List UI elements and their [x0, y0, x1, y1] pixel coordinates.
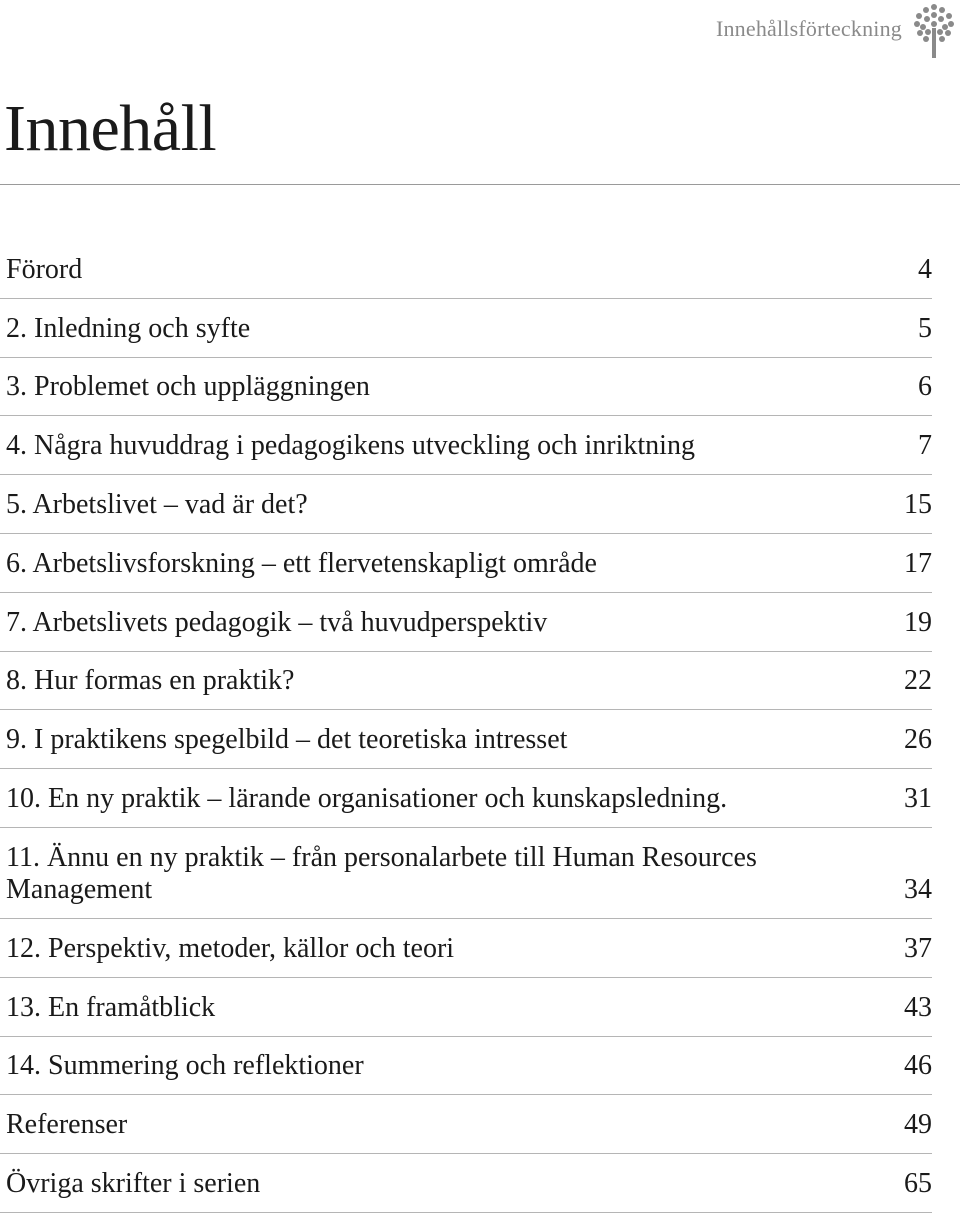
running-header-title: Innehållsförteckning	[715, 16, 902, 41]
toc-entry[interactable]	[0, 475, 960, 534]
toc-entry-label: 9. I praktikens spegelbild – det teoretiska intresset	[6, 724, 568, 756]
toc-entry[interactable]	[0, 593, 960, 652]
toc-entry[interactable]	[0, 828, 960, 919]
title-divider	[0, 184, 960, 185]
toc-entry[interactable]	[0, 416, 960, 475]
toc-entry[interactable]	[0, 1154, 960, 1213]
toc-entry-label: 13. En framåtblick	[6, 991, 216, 1023]
toc-entry-label: 4. Några huvuddrag i pedagogikens utveckling och inriktning	[6, 430, 695, 462]
toc-entry-label: Referenser	[6, 1109, 128, 1141]
toc-entry-page: 7	[918, 430, 932, 462]
toc-entry-page: 26	[904, 724, 932, 756]
toc-entry-page: 37	[904, 932, 932, 964]
toc-entry[interactable]	[0, 240, 960, 299]
toc-entry-page: 43	[904, 991, 932, 1023]
toc-entry[interactable]	[0, 710, 960, 769]
toc-entry-label: 2. Inledning och syfte	[6, 312, 251, 344]
toc-entry[interactable]	[0, 299, 960, 358]
toc-entry-page: 22	[904, 665, 932, 697]
toc-entry[interactable]	[0, 919, 960, 978]
toc-entry-page: 5	[918, 312, 932, 344]
toc-entry[interactable]	[0, 769, 960, 828]
toc-entry-page: 4	[918, 253, 932, 285]
toc-entry-page: 17	[904, 547, 932, 579]
toc-entry-page: 34	[904, 873, 932, 905]
toc-entry-label: 11. Ännu en ny praktik – från personalarbete till Human Resources Management	[6, 841, 757, 905]
toc-entry-label: Förord	[6, 253, 83, 285]
toc-entry-label: 5. Arbetslivet – vad är det?	[6, 488, 308, 520]
toc-entry[interactable]	[0, 978, 960, 1037]
toc-entry-page: 15	[904, 488, 932, 520]
table-of-contents	[0, 240, 960, 1213]
toc-entry[interactable]	[0, 358, 960, 417]
toc-entry-page: 65	[904, 1167, 932, 1199]
toc-entry-label: 10. En ny praktik – lärande organisationer och kunskapsledning.	[6, 782, 728, 814]
tree-logo-icon	[912, 2, 956, 60]
toc-entry-label: 7. Arbetslivets pedagogik – två huvudperspektiv	[6, 606, 548, 638]
toc-entry-page: 49	[904, 1109, 932, 1141]
toc-entry-label: 12. Perspektiv, metoder, källor och teori	[6, 932, 455, 964]
toc-entry-page: 6	[918, 371, 932, 403]
toc-entry-page: 31	[904, 782, 932, 814]
toc-entry-label: 3. Problemet och uppläggningen	[6, 371, 370, 403]
toc-entry[interactable]	[0, 1095, 960, 1154]
toc-entry-label: 6. Arbetslivsforskning – ett flervetenskapligt område	[6, 547, 597, 579]
toc-entry[interactable]	[0, 652, 960, 711]
toc-entry-label: Övriga skrifter i serien	[6, 1167, 261, 1199]
toc-entry-page: 46	[904, 1050, 932, 1082]
toc-entry[interactable]	[0, 1037, 960, 1096]
toc-entry-page: 19	[904, 606, 932, 638]
toc-entry-label: 14. Summering och reflektioner	[6, 1050, 364, 1082]
toc-entry[interactable]	[0, 534, 960, 593]
toc-entry-label: 8. Hur formas en praktik?	[6, 665, 295, 697]
page-title: Innehåll	[4, 92, 217, 165]
